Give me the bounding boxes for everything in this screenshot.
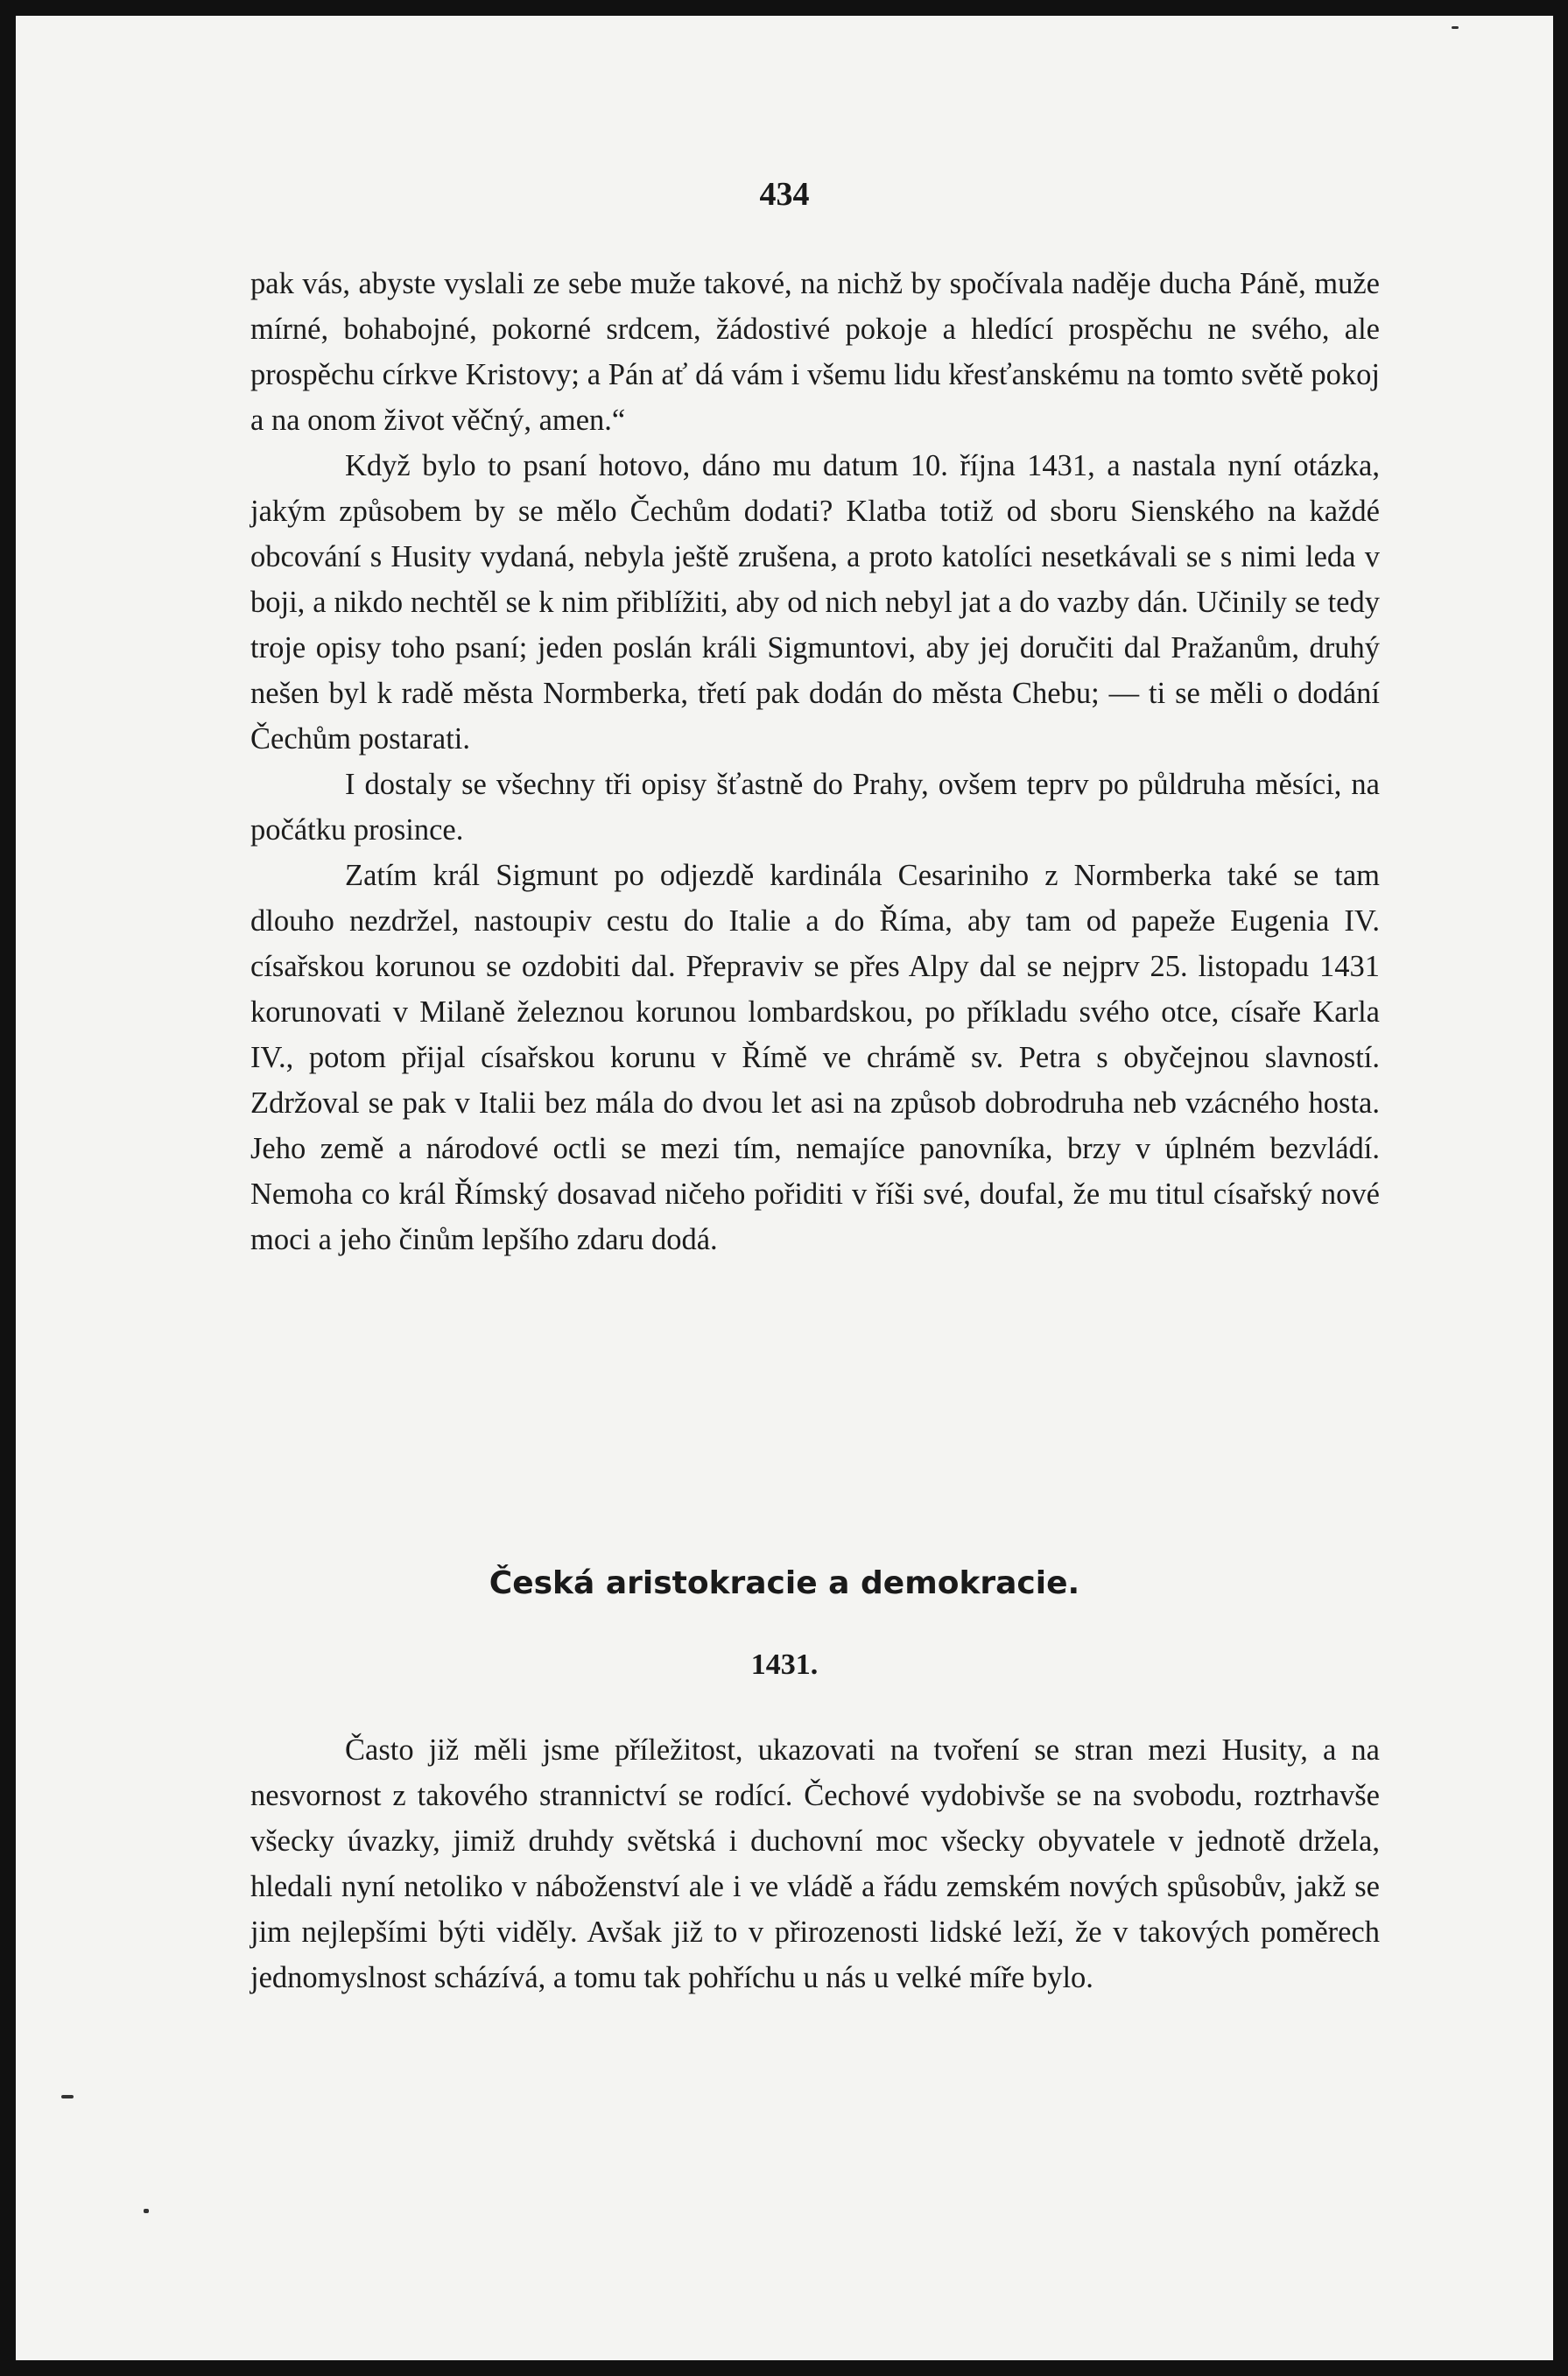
page-number: 434 (759, 176, 810, 213)
text-block-bottom (250, 1727, 1380, 2000)
paragraph-copies-arrived: I dostaly se všechny tři opisy šťastně do Prahy, ovšem teprv po půldruha měsíci, na počátku prosince. (250, 768, 1380, 847)
section-heading: Česká aristokracie a demokracie. (489, 1565, 1080, 1601)
scan-speck-left-lower (144, 2209, 149, 2213)
section-year: 1431. (750, 1648, 819, 1681)
scan-speck-left (61, 2095, 74, 2098)
paragraph-continuation: pak vás, abyste vyslali ze sebe muže takové, na nichž by spočívala naděje ducha Páně, muže mírné, bohabojné, pokorné srdcem, žádostivé pokoje a hledící prospěchu ne svého, ale prospěchu církve Kristovy; a Pán ať dá vám i všemu lidu křesťanskému na tomto světě pokoj a na onom život věčný, amen.“ (250, 267, 1380, 437)
paragraph-king-sigmunt: Zatím král Sigmunt po odjezdě kardinála Cesariniho z Normberka také se tam dlouho nezdržel, nastoupiv cestu do Italie a do Říma, aby tam od papeže Eugenia IV. císařskou korunou se ozdobiti dal. Přepraviv se přes Alpy dal se nejprv 25. listopadu 1431 korunovati v Milaně železnou korunou lombardskou, po příkladu svého otce, císaře Karla IV., potom přijal císařskou korunu v Římě ve chrámě sv. Petra s obyčejnou slavností. Zdržoval se pak v Italii bez mála do dvou let asi na způsob dobrodruha neb vzácného hosta. Jeho země a národové octli se mezi tím, nemajíce panovníka, brzy v úplném bezvládí. Nemoha co král Římský dosavad ničeho pořiditi v říši své, doufal, že mu titul císařský nové moci a jeho činům lepšího zdaru dodá. (250, 859, 1380, 1256)
scan-speck-right-top (1452, 26, 1459, 29)
paragraph-letter-dispatch: Když bylo to psaní hotovo, dáno mu datum 10. října 1431, a nastala nyní otázka, jakým způsobem by se mělo Čechům dodati? Klatba totiž od sboru Sienského na každé obcování s Husity vydaná, nebyla ještě zrušena, a proto katolíci nesetkávali se s nimi leda v boji, a nikdo nechtěl se k nim přiblížiti, aby od nich nebyl jat a do vazby dán. Učinily se tedy troje opisy toho psaní; jeden poslán králi Sigmuntovi, aby jej doručiti dal Pražanům, druhý nešen byl k radě města Normberka, třetí pak dodán do města Chebu; — ti se měli o dodání Čechům postarati. (250, 449, 1380, 756)
book-page (16, 16, 1553, 2360)
paragraph-section-intro: Často již měli jsme příležitost, ukazovati na tvoření se stran mezi Husity, a na nesvornost z takového strannictví se rodící. Čechové vydobivše se na svobodu, roztrhavše všecky úvazky, jimiž druhdy světská i duchovní moc všecky obyvatele v jednotě držela, hledali nyní netoliko v náboženství ale i ve vládě a řádu zemském nových spůsobův, jakž se jim nejlepšími býti viděly. Avšak již to v přirozenosti lidské leží, že v takových poměrech jednomyslnost scházívá, a tomu tak pohříchu u nás u velké míře bylo. (250, 1733, 1380, 1994)
text-block-top (250, 261, 1380, 1262)
